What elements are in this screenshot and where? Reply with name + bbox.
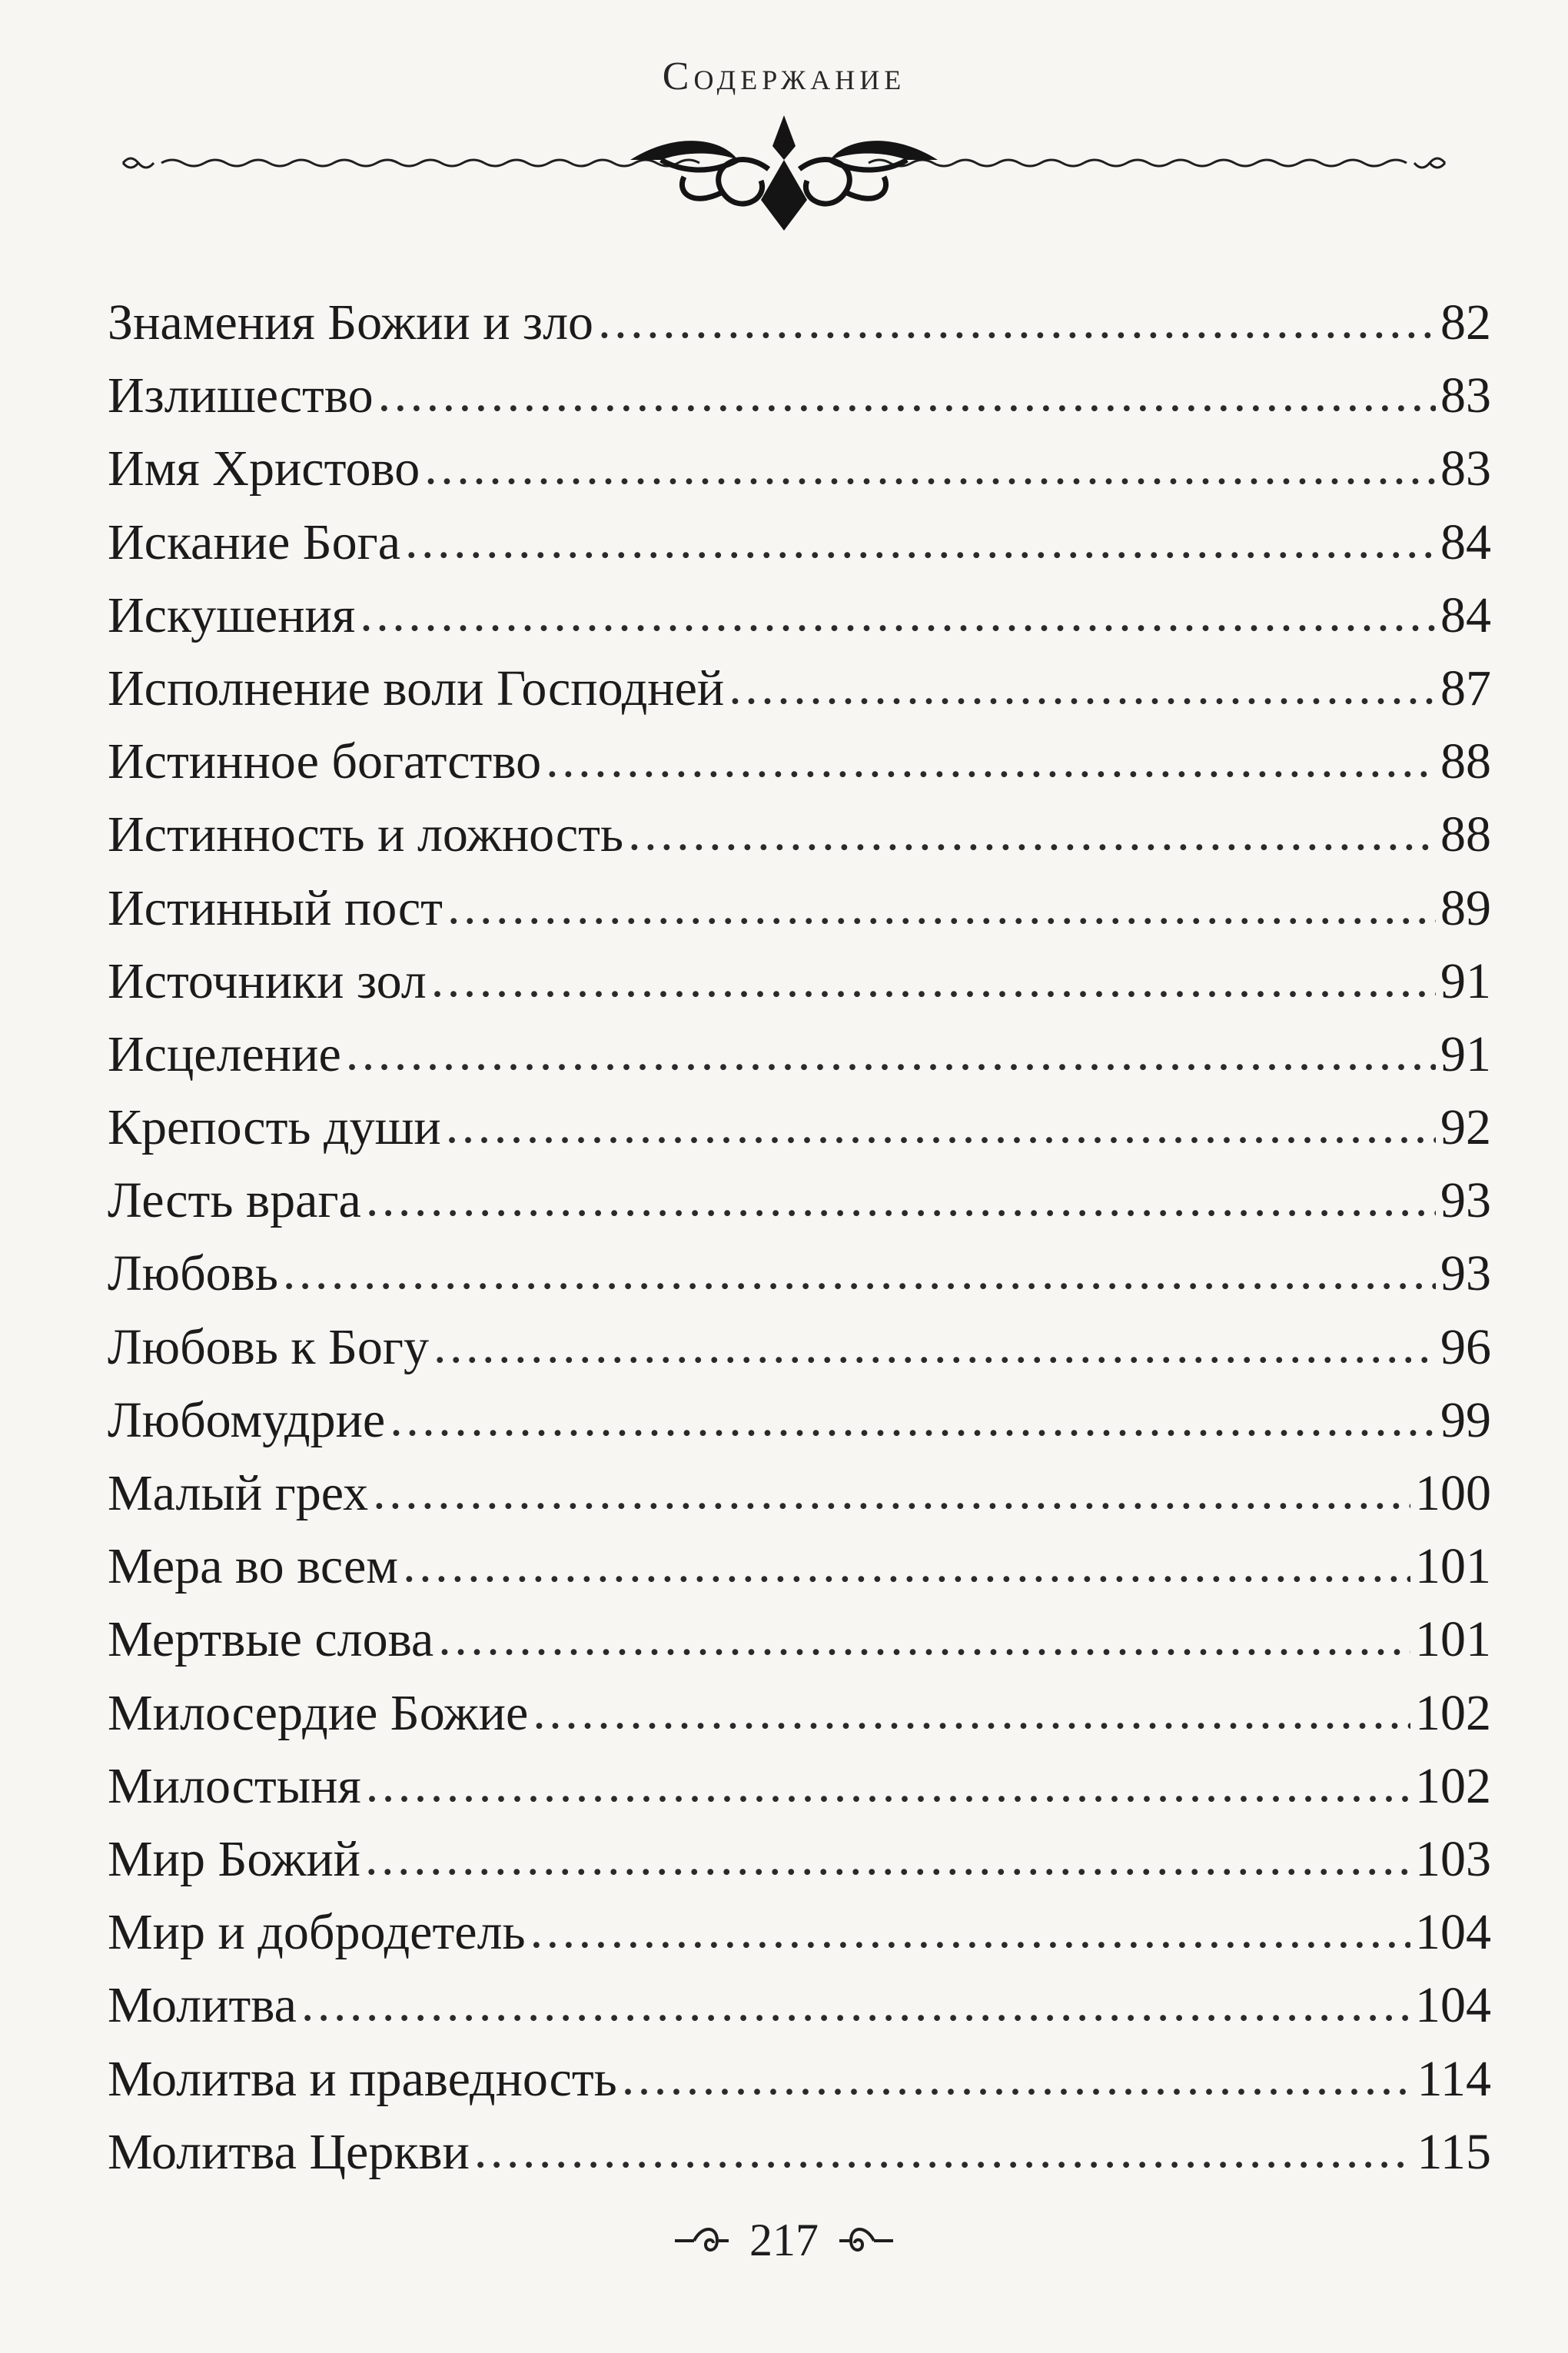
toc-entry-title: Милостыня (108, 1757, 361, 1814)
toc-entry-page: 82 (1440, 294, 1491, 351)
toc-entry-page: 84 (1440, 513, 1491, 570)
toc-entry (108, 1237, 1491, 1310)
toc-dot-leader (366, 1748, 1410, 1821)
toc-dot-leader (403, 1528, 1410, 1601)
toc-entry-page: 83 (1440, 367, 1491, 424)
toc-entry-title: Источники зол (108, 952, 427, 1009)
toc-entry (108, 1018, 1491, 1091)
toc-dot-leader (365, 1821, 1410, 1894)
toc-entry-title: Мир Божий (108, 1830, 361, 1887)
toc-dot-leader (360, 577, 1436, 650)
toc-entry-page: 115 (1417, 2123, 1491, 2180)
toc-entry (108, 2115, 1491, 2188)
toc-dot-leader (546, 723, 1436, 796)
toc-entry-title: Истинный пост (108, 879, 443, 936)
toc-entry-title: Исцеление (108, 1025, 341, 1082)
toc-entry-title: Любовь к Богу (108, 1318, 429, 1375)
toc-entry-title: Излишество (108, 367, 374, 424)
toc-entry-page: 91 (1440, 952, 1491, 1009)
toc-entry-page: 83 (1440, 440, 1491, 497)
toc-entry (108, 1457, 1491, 1530)
toc-entry-title: Мир и добродетель (108, 1904, 526, 1961)
toc-dot-leader (598, 284, 1436, 357)
toc-entry (108, 1384, 1491, 1457)
toc-dot-leader (301, 1967, 1410, 2040)
toc-dot-leader (530, 1894, 1410, 1967)
toc-entry-title: Любовь (108, 1245, 278, 1302)
toc-dot-leader (378, 357, 1436, 430)
toc-entry-page: 84 (1440, 587, 1491, 643)
toc-entry-title: Исполнение воли Господней (108, 660, 725, 716)
page-number: 217 (749, 2215, 819, 2265)
toc-dot-leader (434, 1309, 1436, 1382)
toc-entry-title: Молитва Церкви (108, 2123, 470, 2180)
toc-entry-page: 114 (1417, 2050, 1491, 2107)
toc-entry-title: Лесть врага (108, 1172, 361, 1229)
toc-entry (108, 432, 1491, 505)
toc-entry-page: 96 (1440, 1318, 1491, 1375)
toc-dot-leader (405, 504, 1436, 577)
toc-entry (108, 1969, 1491, 2042)
toc-entry (108, 359, 1491, 432)
toc-entry-page: 99 (1440, 1391, 1491, 1448)
toc-entry (108, 652, 1491, 725)
flourish-left-icon (671, 2222, 733, 2260)
toc-entry-page: 89 (1440, 879, 1491, 936)
flourish-right-icon (835, 2222, 897, 2260)
toc-entry-title: Искание Бога (108, 513, 401, 570)
toc-entry (108, 1530, 1491, 1603)
toc-entry-page: 104 (1415, 1904, 1491, 1961)
toc-entry-title: Искушения (108, 587, 356, 643)
toc-dot-leader (431, 943, 1436, 1016)
toc-dot-leader (447, 870, 1436, 943)
toc-entry-title: Милосердие Божие (108, 1684, 529, 1741)
toc-dot-leader (283, 1235, 1436, 1308)
toc-entry (108, 798, 1491, 871)
toc-entry-title: Истинность и ложность (108, 806, 624, 863)
page-header-title: Содержание (662, 55, 906, 98)
toc-entry-page: 88 (1440, 806, 1491, 863)
toc-entry-page: 93 (1440, 1172, 1491, 1229)
toc-dot-leader (424, 430, 1436, 504)
toc-dot-leader (346, 1016, 1436, 1089)
toc-entry (108, 1603, 1491, 1676)
toc-entry-title: Мертвые слова (108, 1611, 434, 1668)
toc-entry-page: 102 (1415, 1684, 1491, 1741)
toc-entry-page: 92 (1440, 1099, 1491, 1156)
toc-entry-page: 100 (1415, 1465, 1491, 1521)
toc-dot-leader (533, 1675, 1410, 1748)
toc-entry (108, 1896, 1491, 1969)
toc-entry (108, 579, 1491, 652)
page-footer (0, 2214, 1568, 2267)
toc-entry (108, 1164, 1491, 1237)
toc-dot-leader (446, 1089, 1436, 1162)
toc-entry (108, 506, 1491, 579)
toc-dot-leader (729, 650, 1436, 723)
toc-entry (108, 945, 1491, 1018)
toc-entry (108, 1750, 1491, 1823)
toc-entry (108, 286, 1491, 359)
toc-dot-leader (622, 2041, 1413, 2114)
toc-entry-title: Имя Христово (108, 440, 420, 497)
toc-entry-title: Любомудрие (108, 1391, 386, 1448)
toc-entry-page: 103 (1415, 1830, 1491, 1887)
toc-entry-page: 88 (1440, 733, 1491, 790)
toc-dot-leader (628, 796, 1436, 869)
toc-dot-leader (390, 1382, 1436, 1455)
toc-dot-leader (366, 1162, 1436, 1235)
toc-entry-page: 91 (1440, 1025, 1491, 1082)
toc-entry (108, 1677, 1491, 1750)
toc-entry (108, 1091, 1491, 1164)
toc-entry (108, 1311, 1491, 1384)
toc-entry-page: 104 (1415, 1977, 1491, 2034)
table-of-contents (108, 286, 1491, 2188)
toc-entry (108, 725, 1491, 798)
toc-entry-page: 101 (1415, 1611, 1491, 1668)
toc-dot-leader (438, 1601, 1410, 1674)
toc-entry-page: 102 (1415, 1757, 1491, 1814)
toc-dot-leader (474, 2114, 1413, 2187)
toc-entry-title: Молитва (108, 1977, 297, 2034)
toc-entry-title: Молитва и праведность (108, 2050, 617, 2107)
toc-entry-title: Малый грех (108, 1465, 369, 1521)
toc-entry (108, 1823, 1491, 1896)
toc-entry-title: Знамения Божии и зло (108, 294, 594, 351)
toc-dot-leader (373, 1455, 1410, 1528)
toc-entry (108, 872, 1491, 945)
toc-entry-page: 93 (1440, 1245, 1491, 1302)
toc-entry-title: Мера во всем (108, 1538, 399, 1595)
toc-entry-page: 101 (1415, 1538, 1491, 1595)
toc-entry-page: 87 (1440, 660, 1491, 716)
toc-entry-title: Истинное богатство (108, 733, 542, 790)
scroll-divider-icon (92, 115, 1476, 238)
toc-entry-title: Крепость души (108, 1099, 441, 1156)
toc-entry (108, 2042, 1491, 2115)
